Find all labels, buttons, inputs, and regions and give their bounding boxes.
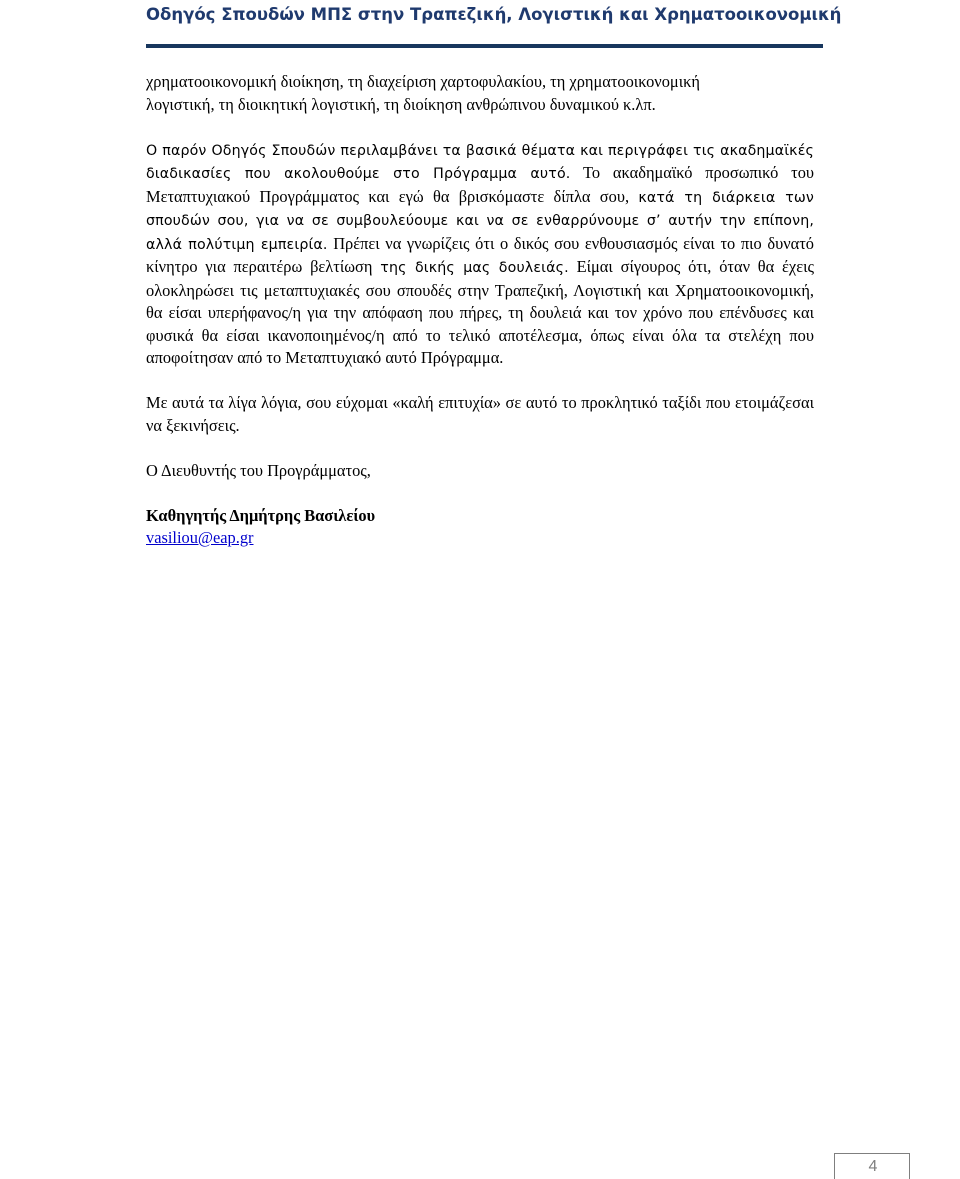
main-paragraph	[146, 139, 814, 370]
intro-line-1: χρηματοοικονομική διοίκηση, τη διαχείριση χαρτοφυλακίου, τη χρηματοοικονομική	[146, 72, 700, 91]
wishes-paragraph: Με αυτά τα λίγα λόγια, σου εύχομαι «καλή επιτυχία» σε αυτό το προκλητικό ταξίδι που ετοιμάζεσαι να ξεκινήσεις.	[146, 393, 814, 435]
page-number-box	[834, 1153, 910, 1179]
main-paragraph-part-f: Είμαι σίγουρος ότι, όταν θα έχεις ολοκληρώσει τις μεταπτυχιακές σου σπουδές στην Τραπεζική, Λογιστική και Χρηματοοικονομική, θα είσαι υπερήφανος/η για την απόφαση που πήρες, τη δουλειά και τον χρόνο που επένδυσες και φυσικά θα είσαι ικανοποιημένος/η από το τελικό αποτέλεσμα, όπως είναι όλα τα στελέχη που αποφοίτησαν από το Μεταπτυχιακό αυτό Πρόγραμμα.	[146, 257, 814, 367]
document-body	[146, 71, 814, 550]
main-paragraph-part-e: της δικής μας δουλειάς.	[380, 260, 569, 276]
intro-line-2: λογιστική, τη διοικητική λογιστική, τη διοίκηση ανθρώπινου δυναμικού κ.λπ.	[146, 94, 656, 114]
signature-email-link[interactable]: vasiliou@eap.gr	[146, 528, 254, 547]
intro-paragraph	[146, 71, 814, 116]
page-number: 4	[868, 1158, 878, 1175]
page-header	[146, 4, 842, 50]
header-rule	[146, 44, 823, 48]
main-paragraph-part-b: Το ακαδημαϊκό προσωπικό του Μεταπτυχιακού Προγράμματος και εγώ θα βρισκόμαστε δίπλα σου,	[146, 163, 815, 206]
main-paragraph-part-c: κατά τη διάρκεια των σπουδών σου, για να σε συμβουλεύουμε και να σε ενθαρρύνουμε σ’ αυτήν την επίπονη, αλλά πολύτιμη εμπειρία.	[146, 189, 814, 253]
signature-block	[146, 505, 814, 550]
main-paragraph-part-a: Ο παρόν Οδηγός Σπουδών περιλαμβάνει τα βασικά θέματα και περιγράφει τις ακαδημαϊκές διαδικασίες που ακολουθούμε στο Πρόγραμμα αυτό.	[146, 142, 814, 182]
main-paragraph-part-d: Πρέπει να γνωρίζεις ότι ο δικός σου ενθουσιασμός είναι το πιο δυνατό κίνητρο για περαιτέρω βελτίωση	[146, 233, 814, 276]
header-title: Οδηγός Σπουδών ΜΠΣ στην Τραπεζική, Λογιστική και Χρηματοοικονομική	[146, 5, 842, 24]
closing-line: Ο Διευθυντής του Προγράμματος,	[146, 460, 371, 480]
signature-name: Καθηγητής Δημήτρης Βασιλείου	[146, 505, 376, 525]
